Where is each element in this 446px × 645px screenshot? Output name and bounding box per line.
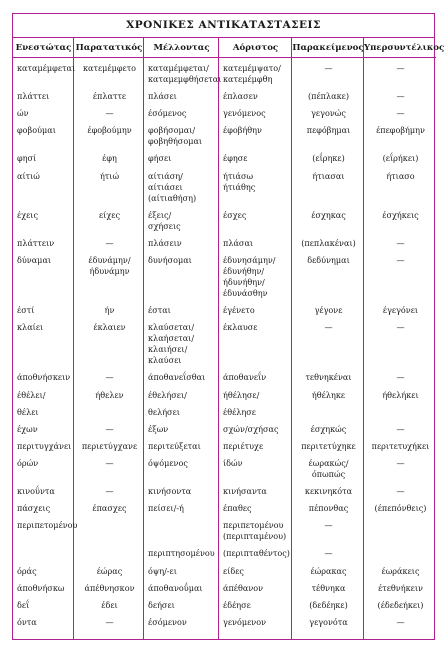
table-cell: άποθανοΰμαι	[148, 582, 203, 593]
table-cell: έσχηκας	[311, 209, 346, 220]
table-cell: (πέπλακε)	[308, 91, 349, 102]
table-cell: έσχήκεις	[382, 209, 419, 220]
table-cell: σχών/σχήσας	[223, 423, 279, 434]
table-cell: έφοβούμην	[87, 125, 132, 136]
table-cell: δεδύνημαι	[307, 254, 350, 265]
table-cell: έσόμενον	[148, 616, 187, 627]
table-cell: έφοβήθην	[223, 125, 262, 136]
table-cell: έχων	[17, 423, 38, 434]
table-cell: έφησε	[223, 153, 248, 164]
table-cell: κατεμέμφετο	[82, 63, 137, 73]
table-cell: όντα	[17, 616, 37, 627]
table-cell: —	[396, 63, 405, 73]
table-cell: περιτετύχηκε	[301, 440, 356, 451]
table-cell: δεΐ	[17, 599, 30, 610]
table-cell: έωρακώς/ όπωπώς	[308, 458, 349, 480]
table-cell: —	[396, 423, 405, 434]
table-cell: έσχες	[223, 209, 247, 220]
column-header: Υπερσυντέλικος	[364, 38, 436, 58]
table-cell: γεγονότα	[309, 616, 348, 627]
table-cell: γενόμενον	[223, 616, 266, 627]
table-cell: πλάσειν	[148, 237, 182, 248]
table-cell: —	[105, 486, 114, 497]
table-cell: αίτιάση/ αίτιάσει (αίτιαθήση)	[148, 170, 197, 203]
table-cell: περιτυγχάνει	[17, 440, 72, 451]
table-cell: όψη/-ει	[148, 565, 177, 576]
table-cell: έσόμενος	[148, 108, 187, 119]
table-cell: πεφόβημαι	[306, 125, 351, 136]
table-cell: έπεφοβήμην	[376, 125, 425, 136]
table-cell: —	[396, 458, 405, 468]
table-cell: κλαύσεται/ κλαήσεται/ κλαιήσει/ κλαύσει	[148, 322, 195, 366]
table-cell: πλάσει	[148, 91, 177, 102]
table-cell: έωράκεις	[381, 565, 420, 576]
table-cell: έθέλει/	[17, 389, 46, 400]
table-cell: γέγονε	[314, 305, 343, 316]
table-cell: θελήσει	[148, 406, 180, 417]
table-cell: έτεθνήκειν	[378, 582, 423, 593]
table-cell: άποθνήσκειν	[17, 372, 71, 383]
table-cell: —	[105, 372, 114, 383]
table-cell: —	[105, 108, 114, 119]
column-header: Παρακείμενος	[292, 38, 364, 58]
table-cell: περιέτυχε	[223, 440, 264, 451]
table-cell: (πεπλακέναι)	[301, 237, 356, 248]
table-cell: ήθέλησε/	[223, 389, 260, 400]
table-cell: —	[105, 237, 114, 248]
table-cell: έσται	[148, 305, 171, 316]
column-divider	[143, 38, 144, 639]
table-cell: έχεις	[17, 209, 38, 220]
table-cell: πλάττειν	[17, 237, 55, 248]
table-cell: έξεις/ σχήσεις	[148, 209, 181, 231]
table-cell: (εΐρήκει)	[382, 153, 419, 164]
table-title: ΧΡΟΝΙΚΕΣ ΑΝΤΙΚΑΤΑΣΤΑΣΕΙΣ	[13, 14, 434, 38]
table-cell: περιπτησομένου	[148, 548, 215, 559]
table-cell: φησί	[17, 153, 37, 164]
column-header: Μέλλοντας	[144, 38, 219, 58]
table-cell: έθελήσει/	[148, 389, 187, 400]
table-cell: όψόμενος	[148, 458, 188, 468]
table-cell: —	[324, 548, 333, 559]
table-cell: έφη	[102, 153, 117, 164]
table-cell: θέλει	[17, 406, 39, 417]
table-cell: άποθνήσκω	[17, 582, 65, 593]
table-cell: περιτετυχήκει	[371, 440, 430, 451]
table-cell: πείσει/-ή	[148, 503, 184, 514]
table-cell: —	[396, 372, 405, 383]
table-cell: έπλαττε	[92, 91, 127, 102]
table-cell: κατεμέμψατο/ κατεμέμφθη	[223, 63, 281, 85]
table-cell: φοβούμαι	[17, 125, 56, 136]
table-cell: έώρακας	[310, 565, 347, 576]
table-cell: ών	[17, 108, 29, 119]
table-cell: —	[396, 254, 405, 265]
table-cell: (δεδέηκε)	[309, 599, 348, 610]
table-cell: κεκινηκότα	[304, 486, 353, 497]
table-cell: έπασχες	[92, 503, 127, 514]
table-cell: ήθελήκει	[382, 389, 419, 400]
table-cell: δυνήσομαι	[148, 254, 192, 265]
table-cell: (περιπταθέντος)	[223, 548, 290, 559]
table-cell: αίτιώ	[17, 170, 40, 181]
table-cell: έπαθες	[223, 503, 252, 514]
table-cell: —	[396, 616, 405, 627]
table-cell: άποθανεΐσθαι	[148, 372, 206, 383]
table-cell: περιτεύξεται	[148, 440, 201, 451]
table-cell: δύναμαι	[17, 254, 52, 265]
column-header: Ενεστώτας	[13, 38, 74, 58]
table-cell: τεθνηκέναι	[305, 372, 352, 383]
table-cell: άποθανεΐν	[223, 372, 267, 383]
table-cell: έσχηκώς	[310, 423, 347, 434]
table-cell: άπέθανον	[223, 582, 264, 593]
table-cell: έγεγόνει	[382, 305, 419, 316]
table-cell: έώρας	[96, 565, 123, 576]
table-cell: έκλαιεν	[93, 322, 126, 333]
table-cell: πλάσαι	[223, 237, 254, 248]
table-cell: ίδών	[223, 458, 243, 468]
table-cell: περιπετομένου (περιπταμένου)	[223, 520, 287, 542]
table-cell: ήθελεν	[95, 389, 124, 400]
table-cell: έδυνάμην/ ήδυνάμην	[88, 254, 131, 277]
table-cell: έγένετο	[223, 305, 255, 316]
column-divider	[363, 38, 364, 639]
table-cell: —	[324, 520, 333, 531]
table-cell: έκλαυσε	[223, 322, 258, 333]
table-cell: πάσχεις	[17, 503, 51, 514]
table-cell: φοβήσομαι/ φοβηθήσομαι	[148, 125, 203, 147]
table-cell: πέπονθας	[308, 503, 349, 514]
column-divider	[218, 38, 219, 639]
table-cell: περιετύγχανε	[81, 440, 138, 451]
table-cell: είχες	[99, 209, 120, 220]
table-cell: περιπετομένου	[17, 520, 78, 531]
table-cell: ήτιασαι	[312, 170, 345, 181]
conjugation-table	[12, 13, 445, 640]
table-cell: —	[396, 322, 405, 333]
table-cell: (έδεδεήκει)	[377, 599, 424, 610]
table-cell: έδέησε	[223, 599, 251, 610]
table-cell: —	[324, 63, 333, 73]
table-cell: ήθέληκε	[311, 389, 346, 400]
table-cell: γενόμενος	[223, 108, 266, 119]
table-cell: ήτιάσω ήτιάθης	[223, 170, 256, 192]
column-divider	[291, 38, 292, 639]
table-cell: πλάττει	[17, 91, 50, 102]
table-cell: κινήσοντα	[148, 486, 192, 497]
table-cell: ήτιώ	[99, 170, 120, 181]
table-cell: —	[396, 237, 405, 248]
table-cell: καταμέμφεται/ καταμεμφθήσεται	[148, 63, 222, 85]
table-cell: φήσει	[148, 153, 172, 164]
table-cell: είδες	[223, 565, 244, 576]
table-cell: όράς	[17, 565, 37, 576]
table-cell: ήν	[104, 305, 115, 316]
column-divider	[73, 38, 74, 639]
table-cell: —	[396, 108, 405, 119]
table-cell: έδει	[101, 599, 118, 610]
table-cell: γεγονώς	[311, 108, 346, 119]
column-header: Αόριστος	[219, 38, 292, 58]
column-header: Παρατατικός	[74, 38, 144, 58]
table-cell: —	[105, 616, 114, 627]
table-cell: δεήσει	[148, 599, 175, 610]
table-cell: έξων	[148, 423, 169, 434]
table-cell: —	[396, 486, 405, 497]
table-cell: έστί	[17, 305, 35, 316]
table-cell: άπέθνησκον	[84, 582, 135, 593]
table-cell: —	[396, 91, 405, 102]
table-cell: έθέλησε	[223, 406, 256, 417]
table-cell: ήτιασο	[386, 170, 415, 181]
table-cell: κινοΰντα	[17, 486, 55, 497]
table-cell: —	[105, 423, 114, 434]
table-cell: καταμέμφεται	[17, 63, 76, 73]
table-cell: κινήσαντα	[223, 486, 267, 497]
table-cell: έπλασεν	[223, 91, 258, 102]
table-cell: όρών	[17, 458, 39, 468]
table-cell: —	[324, 322, 333, 333]
table-cell: (έπεπόνθεις)	[374, 503, 427, 514]
table-cell: (εΐρηκε)	[312, 153, 345, 164]
table-cell: έδυνησάμην/ έδυνήθην/ ήδυνήθην/ έδυνάσθην	[223, 254, 276, 299]
table-cell: κλαίει	[17, 322, 44, 333]
table-cell: —	[105, 458, 114, 468]
table-cell: τέθνηκα	[311, 582, 346, 593]
